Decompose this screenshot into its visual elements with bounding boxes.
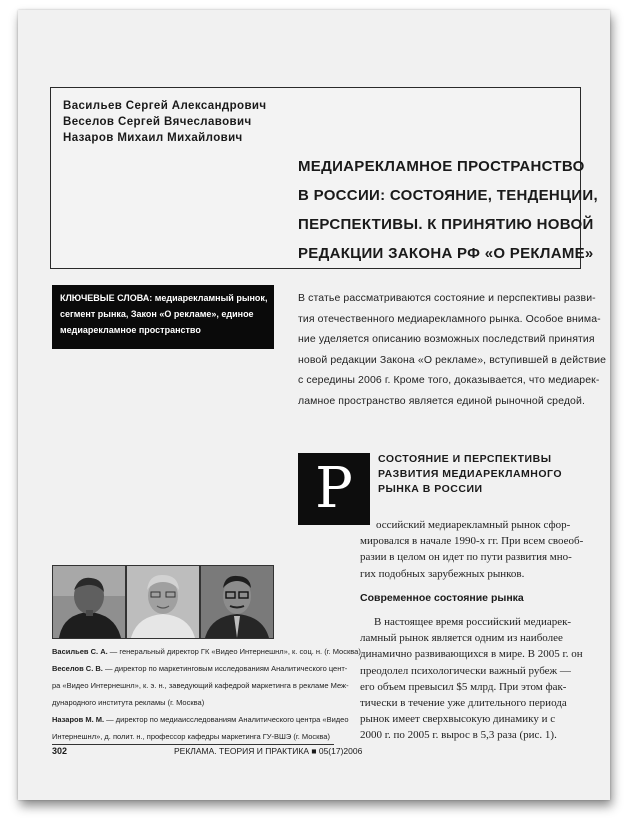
abstract-line: ламное пространство является единой рыночной средой.	[298, 394, 585, 407]
paragraph-line: динамично развивающихся в мире. В 2005 г. он	[360, 648, 583, 661]
section-title-line: РАЗВИТИЯ МЕДИАРЕКЛАМНОГО	[378, 468, 562, 480]
author-name: Веселов Сергей Вячеславович	[63, 116, 252, 128]
title-line: В РОССИИ: СОСТОЯНИЕ, ТЕНДЕНЦИИ,	[298, 187, 598, 204]
paragraph-line: рынок имеет сверхвысокую динамику и с	[360, 713, 556, 726]
caption-line	[52, 660, 361, 677]
section-title	[378, 452, 562, 497]
paragraph-line: преодолел психологически важный рубеж —	[360, 664, 571, 677]
page-number: 302	[52, 746, 68, 756]
magazine-running-footer: РЕКЛАМА. ТЕОРИЯ И ПРАКТИКА ■ 05(17)2006	[174, 746, 363, 756]
author-name: Васильев Сергей Александрович	[63, 100, 267, 112]
paragraph-line: его объем превысил $5 млрд. При этом фак-	[360, 680, 567, 693]
paragraph-line: 2000 г. по 2005 г. вырос в 5,3 раза (рис. 1).	[360, 729, 557, 742]
abstract-line: ние уделяется описанию возможных последствий принятия	[298, 333, 595, 345]
footer-rule	[52, 744, 334, 745]
caption-text: дународного института рекламы (г. Москва)	[52, 698, 205, 707]
caption-author: Назаров М. М.	[52, 715, 105, 724]
caption-line	[52, 643, 361, 660]
abstract-line: с середины 2006 г. Кроме того, доказывается, что медиарек-	[298, 374, 600, 386]
caption-author: Васильев С. А.	[52, 647, 108, 656]
title-line: МЕДИАРЕКЛАМНОЕ ПРОСТРАНСТВО	[298, 158, 585, 175]
author-list	[63, 98, 266, 146]
section-title-line: СОСТОЯНИЕ И ПЕРСПЕКТИВЫ	[378, 453, 552, 465]
article-title	[298, 152, 598, 268]
paragraph-line: гих подобных зарубежных рынков.	[360, 567, 525, 580]
paragraph-line: тически в течение уже длительного периода	[360, 697, 567, 710]
caption-author: Веселов С. В.	[52, 664, 103, 673]
author-captions	[52, 643, 361, 745]
title-line: РЕДАКЦИИ ЗАКОНА РФ «О РЕКЛАМЕ»	[298, 245, 594, 262]
paragraph-line: разии в целом он идет по пути развития мно-	[360, 551, 572, 564]
paragraph-line: ламный рынок является одним из наиболее	[360, 632, 563, 645]
keywords-line: сегмент рынка, Закон «О рекламе», единое	[60, 309, 254, 319]
caption-line	[52, 677, 361, 694]
caption-line	[52, 711, 361, 728]
abstract-line: В статье рассматриваются состояние и перспективы разви-	[298, 292, 596, 304]
caption-line	[52, 728, 361, 745]
caption-text: ра «Видео Интернешнл», к. э. н., заведующий кафедрой маркетинга в рекламе Меж-	[52, 681, 349, 690]
author-photo-nazarov	[200, 565, 274, 639]
paragraph-line: В настоящее время российский медиарек-	[374, 616, 572, 628]
abstract	[298, 288, 607, 411]
market-paragraph	[360, 614, 583, 744]
title-line: ПЕРСПЕКТИВЫ. К ПРИНЯТИЮ НОВОЙ	[298, 216, 594, 233]
author-name: Назаров Михаил Михайлович	[63, 132, 243, 144]
drop-cap: Р	[298, 453, 370, 525]
section-title-line: РЫНКА В РОССИИ	[378, 483, 483, 495]
author-photo-vasiliev	[52, 565, 126, 639]
paragraph-line: оссийский медиарекламный рынок сфор-	[376, 519, 571, 531]
caption-text: — директор по медиаисследованиям Аналитического центра «Видео	[104, 715, 349, 724]
intro-paragraph	[360, 517, 583, 582]
abstract-line: тия отечественного медиарекламного рынка. Особое внима-	[298, 312, 601, 325]
caption-text: — директор по маркетинговым исследованиям Аналитического цент-	[102, 664, 348, 673]
author-photo-veselov	[126, 565, 200, 639]
abstract-line: новой редакции Закона «О рекламе», вступившей в действие	[298, 353, 607, 366]
caption-text: — генеральный директор ГК «Видео Интернешнл», к. соц. н. (г. Москва)	[107, 647, 361, 656]
subheading: Современное состояние рынка	[360, 592, 524, 604]
keywords-line: медиарекламное пространство	[60, 325, 201, 335]
keywords-box	[52, 285, 274, 349]
caption-line	[52, 694, 361, 711]
caption-text: Интернешнл», д. полит. н., профессор кафедры маркетинга ГУ-ВШЭ (г. Москва)	[52, 732, 330, 741]
keywords-line: КЛЮЧЕВЫЕ СЛОВА: медиарекламный рынок,	[60, 293, 268, 303]
paragraph-line: мировался в начале 1990-х гг. При всем своеоб-	[360, 535, 584, 548]
